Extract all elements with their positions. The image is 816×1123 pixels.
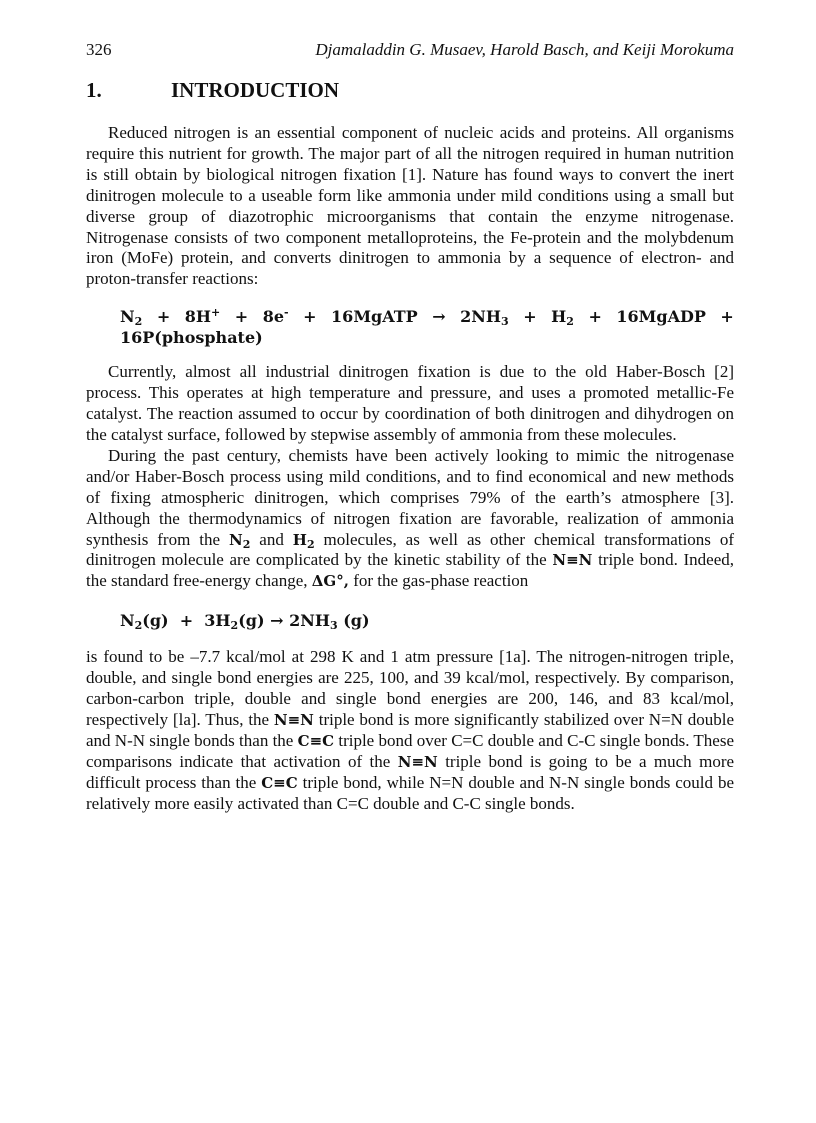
- eq1-electrons: 8e-: [262, 306, 289, 327]
- running-header: [86, 40, 734, 64]
- formula-n2: $N_2$: [228, 530, 251, 551]
- eq1-plus: +: [523, 307, 537, 327]
- eq1-plus: +: [234, 307, 249, 327]
- page-number: 326: [86, 40, 112, 59]
- eq1-phosphate: 16P(phosphate): [120, 328, 263, 348]
- eq1-protons: 8H+: [184, 306, 221, 327]
- formula-cc-triple: C≡C: [297, 731, 335, 750]
- eq1-nh3: $2NH_3$: [460, 307, 509, 329]
- eq1-arrow: →: [432, 307, 446, 327]
- eq2-arrow: →: [270, 611, 284, 631]
- eq2-plus: +: [179, 611, 194, 631]
- paragraph-past-century: During the past century, chemists have been actively looking to mimic the nitrogenase and/or Haber-Bosch process using mild conditions, and to find economical and new methods of fixing atmospheric dinitrogen, which comprises 79% of the earth’s atmosphere [3]. Although the thermodynamics of nitrogen fixation are favorable, realization of ammonia synthesis from the $N_2$ and $H_2$ molecules, as well as other chemical transformations of dinitrogen molecule are complicated by the kinetic stability of the N≡N triple bond. Indeed, the standard free-energy change, ΔG°, for the gas-phase reaction: [86, 445, 735, 591]
- eq2-h2: $3H_2(g)$: [204, 611, 265, 633]
- formula-nn-triple: N≡N: [273, 710, 314, 729]
- section-heading: [86, 78, 734, 103]
- formula-h2: $H_2$: [292, 530, 315, 551]
- paragraph-bond-energies: is found to be –7.7 kcal/mol at 298 K and 1 atm pressure [1a]. The nitrogen-nitrogen triple, double, and single bond energies are 225, 100, and 39 kcal/mol, respectively. By comparison, carbon-carbon triple, double and single bond energies are 200, 146, and 83 kcal/mol, respectively [la]. Thus, the N≡N triple bond is more significantly stabilized over N=N double and N-N single bonds than the C≡C triple bond over C=C double and C-C single bonds. These comparisons indicate that activation of the N≡N triple bond is going to be a much more difficult process than the C≡C triple bond, while N=N double and N-N single bonds could be relatively more easily activated than C=C double and C-C single bonds.: [86, 647, 735, 813]
- eq1-plus: +: [588, 307, 602, 327]
- equation-gas-phase: [120, 610, 734, 631]
- symbol-delta-g: ΔG°,: [311, 572, 349, 591]
- eq1-plus: +: [156, 307, 171, 327]
- eq1-atp: 16MgATP: [331, 307, 418, 327]
- formula-nn-triple: N≡N: [397, 752, 438, 771]
- eq1-n2: $N_2$: [120, 307, 143, 329]
- section-title: INTRODUCTION: [171, 78, 340, 102]
- formula-nn-triple: N≡N: [552, 551, 593, 570]
- paragraph-intro: Reduced nitrogen is an essential component of nucleic acids and proteins. All organisms require this nutrient for growth. The major part of all the nitrogen required in human nutrition is still obtain by biological nitrogen fixation [1]. Nature has found ways to convert the inert dinitrogen molecule to a useable form like ammonia under mild conditions using a small but diverse group of diazotrophic microorganisms that contain the enzyme nitrogenase. Nitrogenase consists of two component metalloproteins, the Fe-protein and the molybdenum iron (MoFe) protein, and converts dinitrogen to ammonia by a sequence of electron- and proton-transfer reactions:: [86, 123, 734, 289]
- paragraph-haber-bosch: Currently, almost all industrial dinitrogen fixation is due to the old Haber-Bosch [2] process. This operates at high temperature and pressure, and uses a promoted metallic-Fe catalyst. The reaction assumed to occur by coordination of both dinitrogen and dihydrogen on the catalyst surface, followed by stepwise assembly of ammonia from these molecules.: [86, 362, 734, 444]
- equation-nitrogenase-line-2: [120, 327, 734, 348]
- eq1-plus: +: [303, 307, 317, 327]
- eq1-adp: 16MgADP: [616, 307, 706, 327]
- section-number: 1.: [86, 78, 102, 102]
- eq1-plus: +: [720, 307, 734, 327]
- eq2-n2: $N_2(g)$: [120, 611, 169, 633]
- running-header-authors: Djamaladdin G. Musaev, Harold Basch, and Keiji Morokuma: [315, 40, 734, 59]
- eq2-nh3: $2NH_3$ (g): [289, 611, 370, 633]
- equation-nitrogenase-line-1: [120, 306, 734, 327]
- page: [86, 40, 734, 814]
- formula-cc-triple: C≡C: [261, 773, 298, 792]
- eq1-h2: $H_2$: [551, 307, 574, 329]
